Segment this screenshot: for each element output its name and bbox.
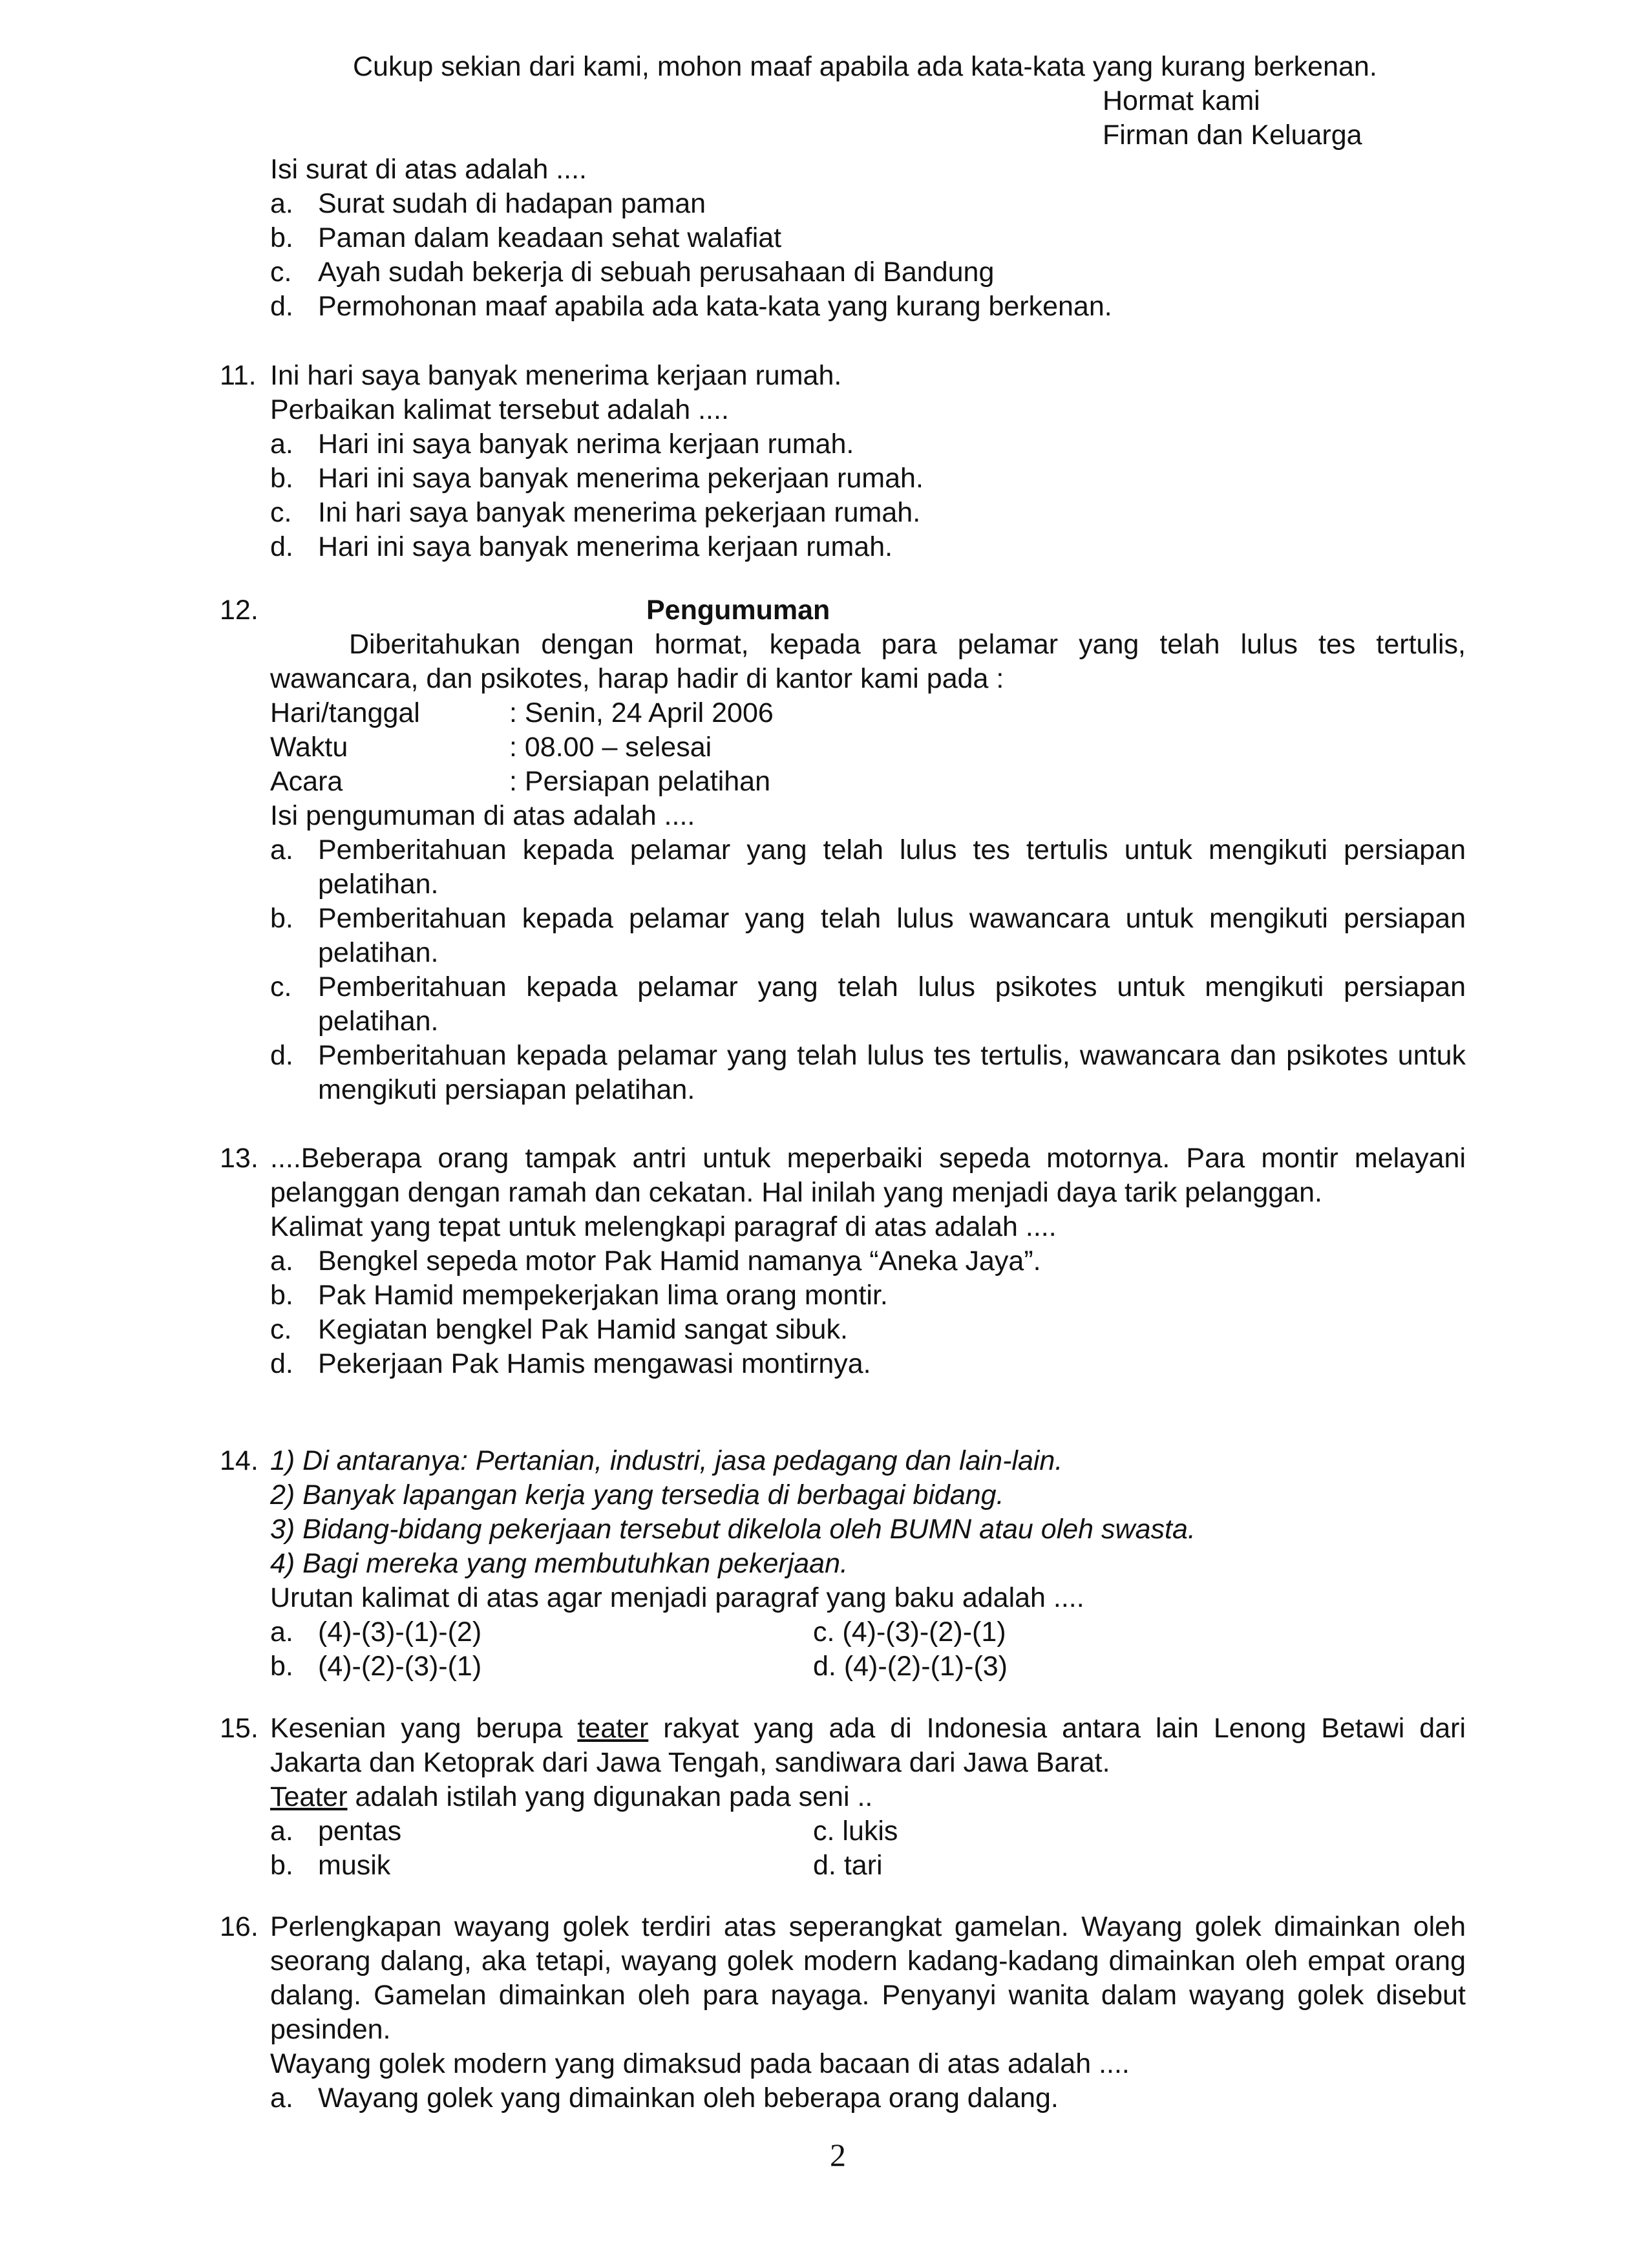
option-a <box>270 427 1466 461</box>
option-text: Paman dalam keadaan sehat walafiat <box>318 222 782 253</box>
question-stem: Kalimat yang tepat untuk melengkapi paragraf di atas adalah .... <box>270 1211 1057 1242</box>
option-label: c. <box>270 1314 292 1345</box>
option-label: a. <box>270 1616 293 1648</box>
option-label: d. <box>813 1850 836 1881</box>
question-11 <box>270 359 1466 564</box>
letter-regards: Hormat kami <box>1103 85 1260 116</box>
field-key: Waktu <box>270 732 348 763</box>
option-label: d. <box>270 1040 293 1071</box>
option-b <box>270 902 1466 970</box>
question-paragraph <box>270 1712 1466 1780</box>
option-text: lukis <box>842 1816 898 1847</box>
underlined-term: Teater <box>270 1781 348 1812</box>
question-number: 16. <box>220 1911 259 1942</box>
option-row <box>270 1814 1466 1849</box>
option-text: Kegiatan bengkel Pak Hamid sangat sibuk. <box>318 1314 848 1345</box>
option-b <box>270 1278 1466 1313</box>
option-c <box>813 1814 898 1849</box>
field-value: : 08.00 – selesai <box>509 732 712 763</box>
option-text: tari <box>843 1850 883 1881</box>
option-row <box>270 1615 1466 1649</box>
question-stem: Wayang golek modern yang dimaksud pada bacaan di atas adalah .... <box>270 2048 1130 2079</box>
option-text: Permohonan maaf apabila ada kata-kata yang kurang berkenan. <box>318 291 1112 322</box>
option-c <box>270 496 1466 530</box>
question-number: 14. <box>220 1445 259 1476</box>
option-a <box>270 833 1466 902</box>
field-key: Hari/tanggal <box>270 697 420 728</box>
option-label: d. <box>270 531 293 562</box>
option-text: Ini hari saya banyak menerima pekerjaan rumah. <box>318 497 921 528</box>
option-text: Pekerjaan Pak Hamis mengawasi montirnya. <box>318 1348 871 1379</box>
option-d <box>270 290 1466 324</box>
announcement-title: Pengumuman <box>646 595 830 626</box>
question-10 <box>270 153 1466 324</box>
option-d <box>813 1649 1008 1684</box>
option-label: a. <box>270 1245 293 1277</box>
option-a <box>270 1244 1466 1278</box>
sentence-1: 1) Di antaranya: Pertanian, industri, jasa pedagang dan lain-lain. <box>270 1445 1063 1476</box>
option-c <box>270 1313 1466 1347</box>
option-text: pentas <box>318 1816 402 1847</box>
question-13 <box>270 1141 1466 1381</box>
question-stem <box>270 1780 1466 1814</box>
option-c <box>270 255 1466 290</box>
option-text: Surat sudah di hadapan paman <box>318 188 706 219</box>
paragraph-start: Kesenian yang berupa <box>270 1713 563 1744</box>
option-b <box>270 1849 390 1883</box>
option-row <box>270 1649 1466 1684</box>
option-label: b. <box>270 1280 293 1311</box>
announcement-field <box>270 765 1466 799</box>
option-label: d. <box>813 1651 836 1682</box>
option-a <box>270 1615 481 1649</box>
option-label: b. <box>270 463 293 494</box>
option-d <box>270 530 1466 564</box>
question-15 <box>270 1712 1466 1883</box>
option-label: d. <box>270 291 293 322</box>
option-b <box>270 461 1466 496</box>
option-label: b. <box>270 1651 293 1682</box>
question-stem: Isi pengumuman di atas adalah .... <box>270 800 695 831</box>
option-label: c. <box>270 971 292 1002</box>
question-paragraph: ....Beberapa orang tampak antri untuk meperbaiki sepeda motornya. Para montir melayani pelanggan dengan ramah dan cekatan. Hal inilah yang menjadi daya tarik pelanggan. <box>270 1143 1466 1208</box>
option-text: musik <box>318 1850 391 1881</box>
field-key: Acara <box>270 766 343 797</box>
announcement-field <box>270 696 1466 730</box>
announcement-body: Diberitahukan dengan hormat, kepada para pelamar yang telah lulus tes tertulis, wawancara, dan psikotes, harap hadir di kantor kami pada : <box>270 629 1466 694</box>
option-b <box>270 1649 481 1684</box>
option-label: a. <box>270 834 293 865</box>
option-text: Pemberitahuan kepada pelamar yang telah lulus tes tertulis untuk mengikuti persiapan pelatihan. <box>318 834 1466 900</box>
option-text: (4)-(3)-(2)-(1) <box>842 1616 1006 1648</box>
option-label: a. <box>270 1816 293 1847</box>
option-text: (4)-(2)-(3)-(1) <box>318 1651 482 1682</box>
option-text: Bengkel sepeda motor Pak Hamid namanya “Aneka Jaya”. <box>318 1245 1041 1277</box>
option-text: Pemberitahuan kepada pelamar yang telah lulus wawancara untuk mengikuti persiapan pelatihan. <box>318 903 1466 968</box>
question-stem: Perbaikan kalimat tersebut adalah .... <box>270 394 729 425</box>
option-a <box>270 187 1466 221</box>
option-text: Hari ini saya banyak menerima kerjaan rumah. <box>318 531 893 562</box>
option-text: (4)-(3)-(1)-(2) <box>318 1616 482 1648</box>
field-value: : Senin, 24 April 2006 <box>509 697 774 728</box>
option-text: Pemberitahuan kepada pelamar yang telah lulus psikotes untuk mengikuti persiapan pelatihan. <box>318 971 1466 1037</box>
page-number: 2 <box>830 2137 846 2173</box>
field-value: : Persiapan pelatihan <box>509 766 771 797</box>
option-a <box>270 1814 401 1849</box>
option-text: Wayang golek yang dimainkan oleh beberapa orang dalang. <box>318 2083 1059 2114</box>
option-a <box>270 2081 1466 2115</box>
announcement-field <box>270 730 1466 765</box>
question-number: 15. <box>220 1713 259 1744</box>
option-row <box>270 1849 1466 1883</box>
option-label: b. <box>270 1850 293 1881</box>
option-c <box>270 970 1466 1039</box>
option-text: Pak Hamid mempekerjakan lima orang montir. <box>318 1280 888 1311</box>
option-d <box>270 1347 1466 1381</box>
question-number: 11. <box>220 360 257 391</box>
sentence-3: 3) Bidang-bidang pekerjaan tersebut dikelola oleh BUMN atau oleh swasta. <box>270 1514 1196 1545</box>
question-sentence: Ini hari saya banyak menerima kerjaan rumah. <box>270 360 842 391</box>
question-stem: Urutan kalimat di atas agar menjadi paragraf yang baku adalah .... <box>270 1582 1084 1613</box>
option-label: a. <box>270 429 293 460</box>
option-label: d. <box>270 1348 293 1379</box>
letter-sender: Firman dan Keluarga <box>1103 120 1362 151</box>
question-14 <box>270 1444 1466 1684</box>
option-text: Hari ini saya banyak menerima pekerjaan rumah. <box>318 463 924 494</box>
option-text: Ayah sudah bekerja di sebuah perusahaan di Bandung <box>318 257 995 288</box>
question-16 <box>270 1910 1466 2115</box>
option-d <box>813 1849 883 1883</box>
question-paragraph: Perlengkapan wayang golek terdiri atas seperangkat gamelan. Wayang golek dimainkan oleh seorang dalang, aka tetapi, wayang golek modern kadang-kadang dimainkan oleh empat orang dalang. Gamelan dimainkan oleh para nayaga. Penyanyi wanita dalam wayang golek disebut pesinden. <box>270 1911 1466 2045</box>
question-number: 13. <box>220 1143 259 1174</box>
paragraph-rest: rakyat yang ada di Indonesia antara lain Lenong Betawi dari Jakarta dan Ketoprak dari Jawa Tengah, sandiwara dari Jawa Barat. <box>270 1713 1466 1778</box>
option-label: c. <box>270 257 292 288</box>
option-label: c. <box>813 1816 835 1847</box>
option-label: b. <box>270 222 293 253</box>
question-stem: Isi surat di atas adalah .... <box>270 154 587 185</box>
sentence-4: 4) Bagi mereka yang membutuhkan pekerjaan. <box>270 1548 848 1579</box>
option-text: Hari ini saya banyak nerima kerjaan rumah. <box>318 429 854 460</box>
option-label: b. <box>270 903 293 934</box>
question-12 <box>270 628 1466 1107</box>
sentence-2: 2) Banyak lapangan kerja yang tersedia di berbagai bidang. <box>270 1479 1004 1510</box>
option-b <box>270 221 1466 255</box>
option-d <box>270 1039 1466 1107</box>
question-number: 12. <box>220 595 259 626</box>
option-c <box>813 1615 1006 1649</box>
option-label: a. <box>270 188 293 219</box>
option-label: c. <box>813 1616 835 1648</box>
stem-rest: adalah istilah yang digunakan pada seni .. <box>355 1781 873 1812</box>
option-label: c. <box>270 497 292 528</box>
option-label: a. <box>270 2083 293 2114</box>
option-text: (4)-(2)-(1)-(3) <box>843 1651 1008 1682</box>
letter-closing: Cukup sekian dari kami, mohon maaf apabila ada kata-kata yang kurang berkenan. <box>353 51 1377 82</box>
underlined-term: teater <box>577 1713 649 1744</box>
option-text: Pemberitahuan kepada pelamar yang telah lulus tes tertulis, wawancara dan psikotes untuk mengikuti persiapan pelatihan. <box>318 1040 1466 1105</box>
